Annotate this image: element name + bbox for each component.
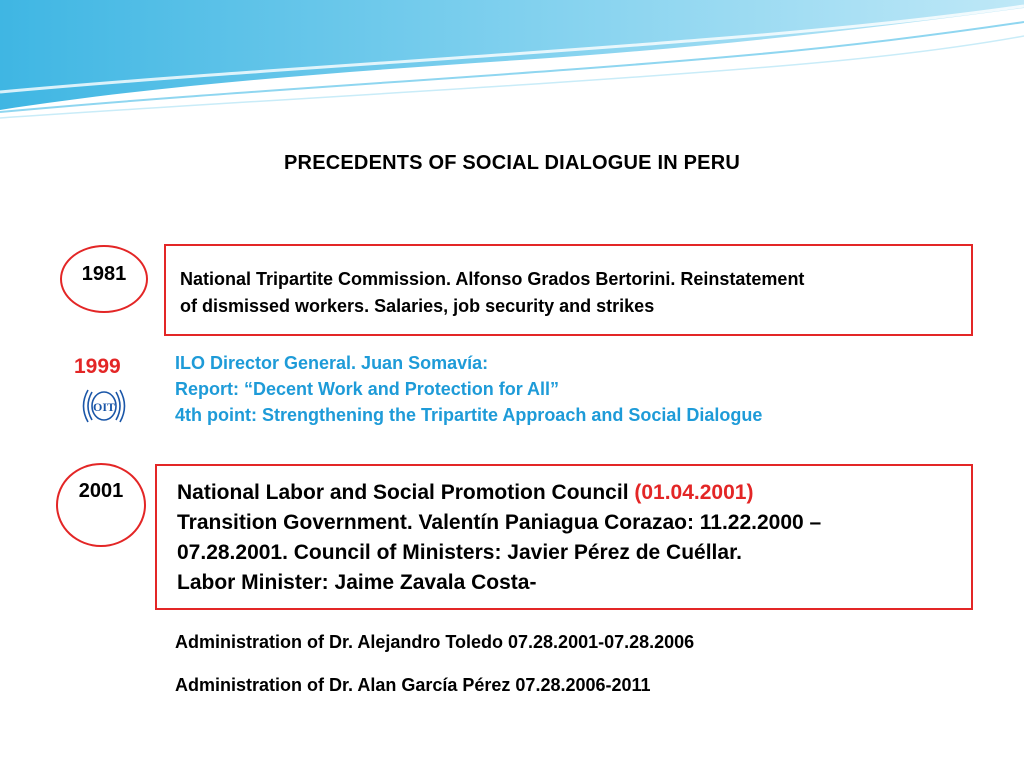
year-1999-label: 1999 xyxy=(74,355,121,378)
entry-2001-council: National Labor and Social Promotion Council xyxy=(177,481,635,504)
year-1981-label: 1981 xyxy=(81,263,127,285)
entry-2001-line-4: Labor Minister: Jaime Zavala Costa- xyxy=(177,571,537,594)
entry-1981-line-1: National Tripartite Commission. Alfonso Grados Bertorini. Reinstatement xyxy=(180,269,805,289)
page-title: PRECEDENTS OF SOCIAL DIALOGUE IN PERU xyxy=(284,152,740,174)
entry-2001-line-3: 07.28.2001. Council of Ministers: Javier Pérez de Cuéllar. xyxy=(177,541,742,564)
entry-1999-line-2: Report: “Decent Work and Protection for All” xyxy=(175,379,560,399)
year-2001-label: 2001 xyxy=(78,480,124,502)
administration-toledo: Administration of Dr. Alejandro Toledo 07.28.2001-07.28.2006 xyxy=(175,632,695,652)
ilo-logo-text: OIT xyxy=(92,400,116,414)
ilo-logo-icon xyxy=(78,384,130,428)
entry-1981-line-2: of dismissed workers. Salaries, job security and strikes xyxy=(180,296,655,316)
entry-2001-line-1 xyxy=(177,478,971,508)
entry-1999-line-1: ILO Director General. Juan Somavía: xyxy=(175,353,489,373)
entry-2001-date: (01.04.2001) xyxy=(634,481,754,504)
wave-banner-icon xyxy=(0,0,1024,120)
entry-1981-box xyxy=(164,244,973,336)
year-1981-oval xyxy=(60,245,148,313)
entry-1999-text xyxy=(175,350,762,428)
entry-2001-line-2: Transition Government. Valentín Paniagua Corazao: 11.22.2000 – xyxy=(177,511,822,534)
entry-1999-line-3: 4th point: Strengthening the Tripartite Approach and Social Dialogue xyxy=(175,405,763,425)
entry-2001-box xyxy=(155,464,973,610)
year-2001-oval xyxy=(56,463,146,547)
administration-garcia: Administration of Dr. Alan García Pérez 07.28.2006-2011 xyxy=(175,675,651,695)
